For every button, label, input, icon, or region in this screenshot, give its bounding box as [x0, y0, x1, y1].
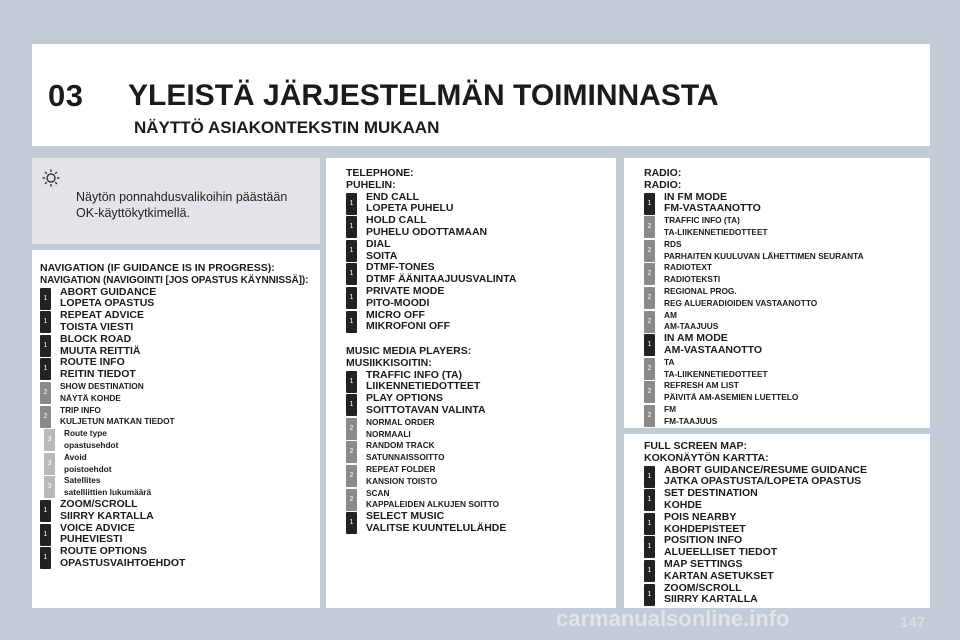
menu-item-label-fi: SOITA: [366, 249, 398, 262]
menu-item-label-en: Avoid: [64, 451, 87, 462]
menu-item-label-fi: REG ALUERADIOIDEN VASTAANOTTO: [664, 297, 818, 308]
menu-item: [40, 381, 308, 405]
menu-item: [346, 310, 517, 334]
menu-item: [644, 512, 867, 536]
menu-item-label-en: DIAL: [366, 237, 391, 250]
menu-item-label-en: ZOOM/SCROLL: [60, 497, 138, 510]
menu-item-label-en: REGIONAL PROG.: [664, 285, 737, 296]
menu-item-label-fi: KARTAN ASETUKSET: [664, 569, 774, 582]
menu-item-label-en: ROUTE INFO: [60, 356, 125, 369]
menu-level-badge: 1: [346, 193, 357, 215]
menu-item-label-en: RANDOM TRACK: [366, 440, 435, 451]
menu-item: [644, 380, 864, 404]
menu-level-badge: 1: [346, 287, 357, 309]
menu-level-badge: 1: [40, 288, 51, 310]
menu-item: [644, 357, 864, 381]
menu-level-badge: 2: [644, 216, 655, 238]
menu-level-badge: 1: [346, 311, 357, 333]
menu-item-label-fi: satelliittien lukumäärä: [64, 487, 152, 498]
telephone-title: [346, 168, 517, 192]
menu-item-label-fi: KAPPALEIDEN ALKUJEN SOITTO: [366, 499, 500, 510]
menu-level-badge: 1: [40, 500, 51, 522]
music-section: [346, 346, 506, 535]
menu-item-label-fi: LOPETA OPASTUS: [60, 297, 155, 310]
menu-level-badge: 1: [40, 547, 51, 569]
menu-level-badge: 2: [346, 441, 357, 463]
telephone-section: [346, 168, 517, 333]
menu-item: [346, 239, 517, 263]
menu-item-label-fi: AM-VASTAANOTTO: [664, 343, 762, 356]
menu-level-badge: 1: [644, 193, 655, 215]
menu-item-label-fi: PARHAITEN KUULUVAN LÄHETTIMEN SEURANTA: [664, 250, 864, 261]
menu-item: [346, 286, 517, 310]
fullscreen-title-en: FULL SCREEN MAP:: [644, 440, 748, 452]
menu-item: [644, 465, 867, 489]
menu-item: [40, 357, 308, 381]
menu-item-label-en: HOLD CALL: [366, 214, 427, 227]
menu-item-label-fi: VALITSE KUUNTELULÄHDE: [366, 521, 507, 534]
menu-item-label-fi: TA-LIIKENNETIEDOTTEET: [664, 226, 768, 237]
menu-item: [346, 192, 517, 216]
menu-item: [40, 452, 308, 476]
menu-item: [346, 370, 506, 394]
menu-level-badge: 1: [346, 263, 357, 285]
menu-item-label-fi: SIIRRY KARTALLA: [664, 593, 758, 606]
menu-item-label-fi: poistoehdot: [64, 463, 112, 474]
menu-item-label-fi: NÄYTÄ KOHDE: [60, 392, 121, 403]
menu-level-badge: 2: [346, 465, 357, 487]
menu-level-badge: 1: [346, 240, 357, 262]
menu-level-badge: 2: [644, 240, 655, 262]
menu-item-label-en: ABORT GUIDANCE/RESUME GUIDANCE: [664, 463, 868, 476]
menu-level-badge: 1: [40, 524, 51, 546]
menu-level-badge: 1: [644, 334, 655, 356]
menu-level-badge: 2: [644, 287, 655, 309]
menu-level-badge: 2: [40, 382, 51, 404]
fullscreen-map-section: [644, 441, 867, 606]
menu-item-label-en: BLOCK ROAD: [60, 332, 132, 345]
menu-item-label-fi: opastusehdot: [64, 439, 119, 450]
menu-item-label-en: IN AM MODE: [664, 332, 728, 345]
navigation-title-en: NAVIGATION (IF GUIDANCE IS IN PROGRESS):: [40, 262, 275, 274]
menu-item-label-fi: LIIKENNETIEDOTTEET: [366, 380, 481, 393]
telephone-title-fi: PUHELIN:: [346, 178, 396, 191]
menu-item-label-en: DTMF-TONES: [366, 261, 435, 274]
sun-tip-icon: [42, 169, 60, 187]
menu-item-label-fi: JATKA OPASTUSTA/LOPETA OPASTUS: [664, 475, 862, 488]
menu-item-label-en: SHOW DESTINATION: [60, 380, 144, 391]
menu-item-label-en: SCAN: [366, 487, 390, 498]
music-title-fi: MUSIIKKISOITIN:: [346, 356, 432, 369]
menu-item-label-en: PLAY OPTIONS: [366, 392, 444, 405]
menu-level-badge: 1: [644, 489, 655, 511]
menu-item-label-en: END CALL: [366, 190, 420, 203]
music-title: [346, 346, 506, 370]
menu-item-label-fi: MIKROFONI OFF: [366, 320, 450, 333]
menu-item-label-en: TRAFFIC INFO (TA): [664, 215, 740, 226]
menu-item: [644, 262, 864, 286]
menu-item: [644, 215, 864, 239]
menu-item-label-en: REFRESH AM LIST: [664, 380, 739, 391]
menu-item-label-en: Satellites: [64, 475, 101, 486]
menu-item-label-en: MICRO OFF: [366, 308, 425, 321]
menu-item-label-fi: LOPETA PUHELU: [366, 202, 454, 215]
menu-level-badge: 3: [44, 453, 55, 475]
menu-level-badge: 1: [644, 513, 655, 535]
menu-item-label-en: ROUTE OPTIONS: [60, 545, 147, 558]
navigation-title-fi: NAVIGATION (NAVIGOINTI [JOS OPASTUS KÄYNNISSÄ]):: [40, 274, 309, 286]
menu-item-label-en: MAP SETTINGS: [664, 557, 743, 570]
menu-level-badge: 1: [346, 512, 357, 534]
menu-level-badge: 1: [346, 394, 357, 416]
menu-item-label-fi: RADIOTEKSTI: [664, 274, 721, 285]
page-number: 147: [900, 614, 926, 631]
menu-item: [346, 262, 517, 286]
fullscreen-title-fi: KOKONÄYTÖN KARTTA:: [644, 451, 769, 464]
menu-item: [40, 334, 308, 358]
page-title: YLEISTÄ JÄRJESTELMÄN TOIMINNASTA: [128, 79, 719, 112]
menu-level-badge: 1: [346, 371, 357, 393]
menu-item-label-fi: PITO-MOODI: [366, 296, 430, 309]
menu-item: [644, 583, 867, 607]
menu-item: [346, 215, 517, 239]
menu-level-badge: 2: [346, 489, 357, 511]
menu-item-label-fi: AM-TAAJUUS: [664, 321, 719, 332]
menu-item-label-fi: FM-VASTAANOTTO: [664, 202, 761, 215]
menu-item-label-en: TA: [664, 356, 675, 367]
menu-item-label-fi: FM-TAAJUUS: [664, 415, 718, 426]
menu-item-label-fi: TA-LIIKENNETIEDOTTEET: [664, 368, 768, 379]
menu-item: [40, 428, 308, 452]
menu-item-label-fi: ALUEELLISET TIEDOT: [664, 546, 778, 559]
menu-level-badge: 1: [644, 536, 655, 558]
menu-item-label-fi: NORMAALI: [366, 428, 411, 439]
menu-item-label-en: REPEAT FOLDER: [366, 463, 436, 474]
menu-level-badge: 1: [40, 335, 51, 357]
menu-item: [644, 488, 867, 512]
menu-item-label-fi: KOHDEPISTEET: [664, 522, 746, 535]
menu-item-label-fi: DTMF ÄÄNITAAJUUSVALINTA: [366, 273, 517, 286]
menu-level-badge: 1: [644, 584, 655, 606]
hint-text: Näytön ponnahdusvalikoihin päästään OK-käyttökytkimellä.: [76, 190, 288, 220]
menu-level-badge: 2: [644, 311, 655, 333]
menu-item-label-fi: TOISTA VIESTI: [60, 320, 134, 333]
menu-item: [644, 286, 864, 310]
menu-item: [40, 475, 308, 499]
menu-item: [40, 405, 308, 429]
watermark: carmanualsonline.info: [556, 606, 790, 631]
menu-item-label-fi: PÄIVITÄ AM-ASEMIEN LUETTELO: [664, 392, 799, 403]
menu-level-badge: 2: [644, 358, 655, 380]
menu-level-badge: 2: [40, 406, 51, 428]
music-title-en: MUSIC MEDIA PLAYERS:: [346, 345, 472, 357]
navigation-section: [40, 263, 308, 570]
menu-item-label-fi: KULJETUN MATKAN TIEDOT: [60, 416, 175, 427]
menu-item-label-en: RDS: [664, 238, 682, 249]
menu-item: [346, 511, 506, 535]
menu-item-label-en: TRIP INFO: [60, 404, 101, 415]
menu-item-label-fi: OPASTUSVAIHTOEHDOT: [60, 556, 186, 569]
menu-item-label-en: NORMAL ORDER: [366, 416, 435, 427]
menu-item-label-en: POIS NEARBY: [664, 510, 737, 523]
fullscreen-title: [644, 441, 867, 465]
radio-section: [644, 168, 864, 428]
menu-level-badge: 3: [44, 429, 55, 451]
menu-item: [346, 440, 506, 464]
menu-item: [40, 310, 308, 334]
menu-item: [40, 499, 308, 523]
menu-level-badge: 1: [644, 466, 655, 488]
menu-item-label-fi: SATUNNAISSOITTO: [366, 452, 445, 463]
menu-item-label-fi: SIIRRY KARTALLA: [60, 509, 154, 522]
menu-item-label-fi: MUUTA REITTIÄ: [60, 344, 141, 357]
menu-level-badge: 1: [644, 560, 655, 582]
telephone-title-en: TELEPHONE:: [346, 167, 414, 179]
menu-item: [346, 488, 506, 512]
menu-level-badge: 1: [346, 216, 357, 238]
menu-level-badge: 1: [40, 311, 51, 333]
radio-title-en: RADIO:: [644, 167, 682, 179]
menu-item-label-fi: KOHDE: [664, 498, 702, 511]
menu-item-label-en: TRAFFIC INFO (TA): [366, 368, 463, 381]
menu-item-label-en: SET DESTINATION: [664, 487, 758, 500]
menu-item-label-en: RADIOTEXT: [664, 262, 712, 273]
menu-item-label-en: REPEAT ADVICE: [60, 309, 145, 322]
menu-item: [644, 333, 864, 357]
menu-item: [644, 310, 864, 334]
menu-item-label-en: POSITION INFO: [664, 534, 743, 547]
page-subtitle: NÄYTTÖ ASIAKONTEKSTIN MUKAAN: [134, 118, 440, 137]
menu-item-label-fi: PUHELU ODOTTAMAAN: [366, 225, 488, 238]
menu-level-badge: 3: [44, 476, 55, 498]
menu-level-badge: 1: [40, 358, 51, 380]
menu-level-badge: 2: [346, 418, 357, 440]
menu-item-label-fi: SOITTOTAVAN VALINTA: [366, 403, 486, 416]
menu-item: [346, 417, 506, 441]
menu-item-label-fi: REITIN TIEDOT: [60, 368, 136, 381]
radio-title-fi: RADIO:: [644, 178, 682, 191]
menu-item-label-en: VOICE ADVICE: [60, 521, 135, 534]
menu-item: [644, 559, 867, 583]
menu-item: [644, 239, 864, 263]
menu-item: [40, 523, 308, 547]
menu-item: [644, 535, 867, 559]
menu-item-label-en: SELECT MUSIC: [366, 510, 445, 523]
menu-item-label-en: ZOOM/SCROLL: [664, 581, 742, 594]
menu-item-label-en: FM: [664, 403, 676, 414]
menu-item: [40, 546, 308, 570]
menu-item: [346, 464, 506, 488]
menu-item-label-en: PRIVATE MODE: [366, 284, 445, 297]
menu-item-label-en: ABORT GUIDANCE: [60, 285, 157, 298]
menu-item: [346, 393, 506, 417]
navigation-title: [40, 263, 308, 287]
menu-item: [40, 287, 308, 311]
menu-item-label-fi: KANSION TOISTO: [366, 475, 438, 486]
menu-item-label-en: AM: [664, 309, 677, 320]
chapter-number: 03: [48, 78, 84, 113]
radio-title: [644, 168, 864, 192]
menu-item-label-fi: PUHEVIESTI: [60, 533, 123, 546]
menu-level-badge: 2: [644, 381, 655, 403]
menu-item: [644, 192, 864, 216]
menu-item-label-en: Route type: [64, 428, 107, 439]
menu-level-badge: 2: [644, 405, 655, 427]
menu-level-badge: 2: [644, 263, 655, 285]
menu-item-label-en: IN FM MODE: [664, 190, 727, 203]
menu-item: [644, 404, 864, 428]
